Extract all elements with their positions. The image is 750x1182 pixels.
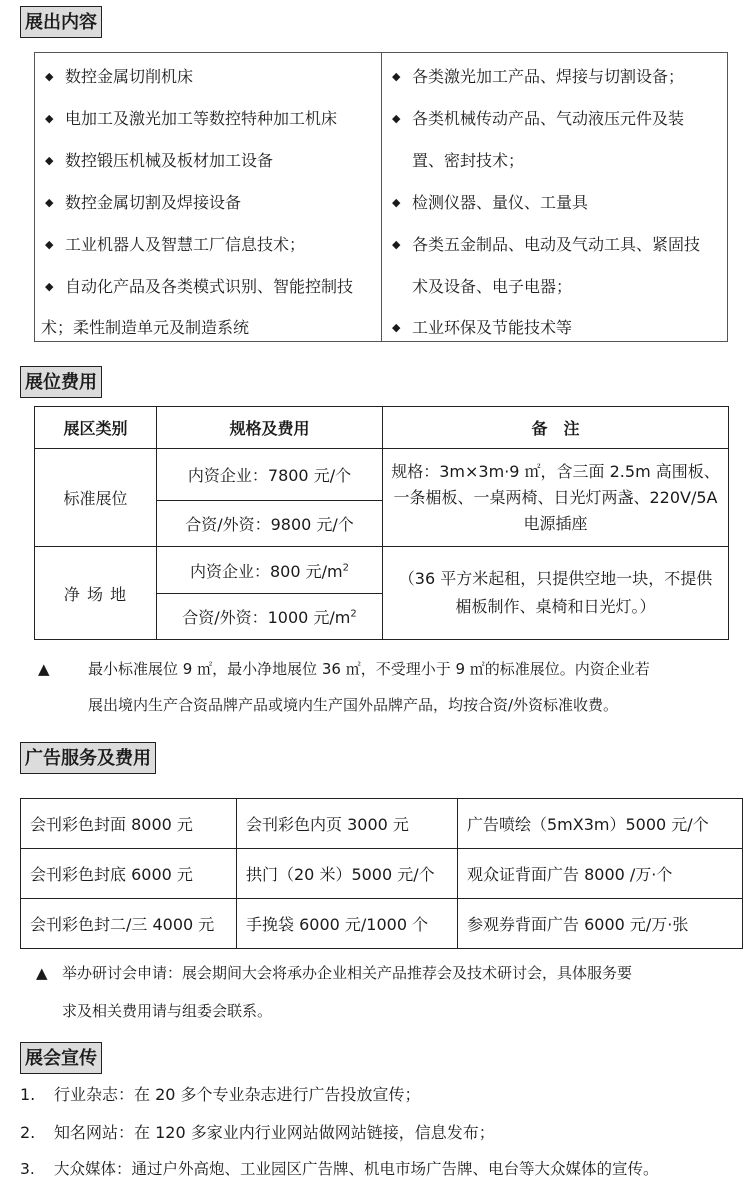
fee-standard-domestic: 内资企业：7800 元/个 <box>157 449 383 501</box>
header-spec-fee: 规格及费用 <box>157 407 383 449</box>
ads-fee-table <box>20 798 743 949</box>
ad-cell: 拱门（20 米）5000 元/个 <box>237 849 458 899</box>
exhibit-item: ◆ 电加工及激光加工等数控特种加工机床 <box>45 107 337 131</box>
ad-cell: 会刊彩色封面 8000 元 <box>21 799 237 849</box>
list-item: 1. 行业杂志：在 20 多个专业杂志进行广告投放宣传； <box>20 1085 421 1104</box>
fee-raw-domestic: 内资企业：800 元$/m^2$ <box>157 547 383 594</box>
exhibits-right-column <box>382 53 727 341</box>
exhibit-item-continuation: 术；柔性制造单元及制造系统 <box>41 318 250 337</box>
header-category: 展区类别 <box>35 407 157 449</box>
diamond-bullet-icon: ◆ <box>392 70 401 83</box>
exhibit-item: ◆ 数控金属切割及焊接设备 <box>45 191 241 215</box>
diamond-bullet-icon: ◆ <box>392 196 401 209</box>
ad-cell: 参观券背面广告 6000 元/万·张 <box>458 899 743 949</box>
ad-cell: 会刊彩色封二/三 4000 元 <box>21 899 237 949</box>
exhibit-item-continuation: 术及设备、电子电器； <box>412 277 573 296</box>
header-remark: 备 注 <box>383 407 729 449</box>
diamond-bullet-icon: ◆ <box>392 238 401 251</box>
diamond-bullet-icon: ◆ <box>45 196 54 209</box>
fee-standard-joint: 合资/外资：9800 元/个 <box>157 501 383 547</box>
ad-cell: 手挽袋 6000 元/1000 个 <box>237 899 458 949</box>
diamond-bullet-icon: ◆ <box>392 112 401 125</box>
diamond-bullet-icon: ◆ <box>45 238 54 251</box>
diamond-bullet-icon: ◆ <box>45 154 54 167</box>
section-title-promotion: 展会宣传 <box>20 1042 102 1074</box>
exhibit-item: ◆ 各类机械传动产品、气动液压元件及装 <box>392 107 684 131</box>
table-row <box>21 849 743 899</box>
booth-fee-table <box>34 406 729 640</box>
booth-note: 最小标准展位 9 ㎡，最小净地展位 36 ㎡，不受理小于 9 ㎡的标准展位。内资企业若 展出境内生产合资品牌产品或境内生产国外品牌产品，均按合资/外资标准收费。 <box>88 660 650 714</box>
exhibits-left-column <box>35 53 382 341</box>
exhibit-item: ◆ 自动化产品及各类模式识别、智能控制技 <box>45 275 353 299</box>
fee-raw-joint: 合资/外资：1000 元$/m^2$ <box>157 594 383 640</box>
ads-note: 举办研讨会申请：展会期间大会将承办企业相关产品推荐会及技术研讨会，具体服务要 求及相关费用请与组委会联系。 <box>62 964 633 1020</box>
table-row <box>21 899 743 949</box>
diamond-bullet-icon: ◆ <box>45 112 54 125</box>
table-row <box>35 449 729 501</box>
table-row <box>21 799 743 849</box>
exhibit-item: ◆ 工业机器人及智慧工厂信息技术； <box>45 233 305 257</box>
table-header-row <box>35 407 729 449</box>
triangle-marker-icon: ▲ <box>38 660 50 678</box>
ad-cell: 观众证背面广告 8000 /万·个 <box>458 849 743 899</box>
ad-cell: 会刊彩色内页 3000 元 <box>237 799 458 849</box>
section-title-booth-fees: 展位费用 <box>20 366 102 398</box>
section-title-ads: 广告服务及费用 <box>20 742 156 774</box>
remark-standard: 规格：3m×3m·9 ㎡，含三面 2.5m 高围板、 一条楣板、一桌两椅、日光灯两盏、220V/5A 电源插座 <box>383 449 729 547</box>
category-standard: 标准展位 <box>35 449 157 547</box>
ad-cell: 会刊彩色封底 6000 元 <box>21 849 237 899</box>
exhibit-item: ◆ 工业环保及节能技术等 <box>392 316 572 340</box>
section-title-exhibits: 展出内容 <box>20 6 102 38</box>
remark-raw-space: （36 平方米起租，只提供空地一块，不提供 楣板制作、桌椅和日光灯。） <box>383 547 729 640</box>
diamond-bullet-icon: ◆ <box>45 70 54 83</box>
exhibits-box <box>34 52 728 342</box>
list-item: 2. 知名网站：在 120 多家业内行业网站做网站链接，信息发布； <box>20 1123 495 1142</box>
exhibit-item-continuation: 置、密封技术； <box>412 151 525 170</box>
diamond-bullet-icon: ◆ <box>392 321 401 334</box>
category-raw-space: 净 场 地 <box>35 547 157 640</box>
exhibit-item: ◆ 各类五金制品、电动及气动工具、紧固技 <box>392 233 700 257</box>
exhibit-item: ◆ 检测仪器、量仪、工量具 <box>392 191 588 215</box>
exhibit-item: ◆ 数控金属切削机床 <box>45 65 193 89</box>
table-row <box>35 547 729 594</box>
triangle-marker-icon: ▲ <box>36 964 48 982</box>
exhibit-item: ◆ 数控锻压机械及板材加工设备 <box>45 149 273 173</box>
diamond-bullet-icon: ◆ <box>45 280 54 293</box>
list-item: 3. 大众媒体：通过户外高炮、工业园区广告牌、机电市场广告牌、电台等大众媒体的宣传。 <box>20 1160 659 1178</box>
exhibit-item: ◆ 各类激光加工产品、焊接与切割设备； <box>392 65 684 89</box>
ad-cell: 广告喷绘（5mX3m）5000 元/个 <box>458 799 743 849</box>
